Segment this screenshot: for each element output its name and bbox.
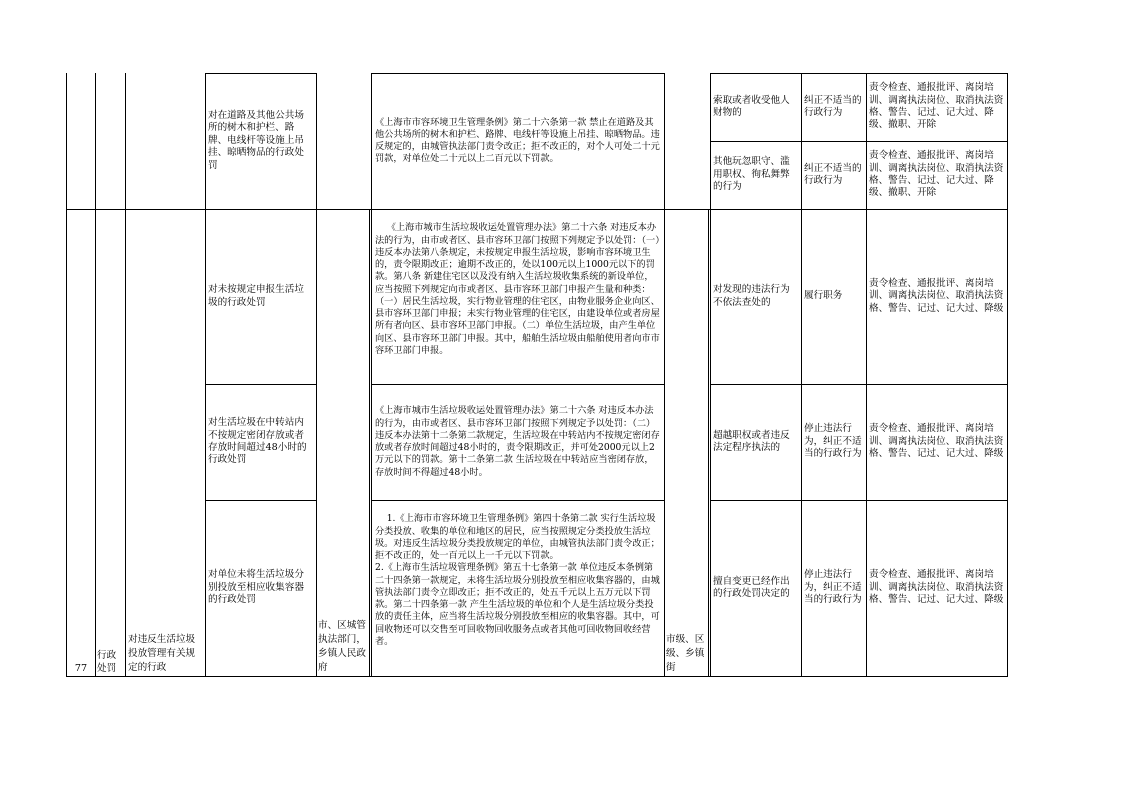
- row-number: 77: [74, 662, 88, 674]
- penalty-cell: [869, 501, 1005, 675]
- situation-text: 超越职权或者违反法定程序执法的: [713, 429, 790, 453]
- penalty-text: 责令检查、通报批评、离岗培训、调离执法岗位、取消执法资格、警告、记过、记大过、降级: [869, 277, 1004, 314]
- item-text: 对未按规定申报生活垃圾的行政处罚: [208, 284, 304, 308]
- rule: [369, 209, 370, 677]
- category-text: 行政处罚: [97, 650, 117, 674]
- basis-cell: [375, 74, 661, 208]
- handling-text: 停止违法行为，纠正不适当的行政行为: [804, 423, 862, 460]
- rule: [664, 73, 665, 677]
- situation-text: 其他玩忽职守、滥用职权、徇私舞弊的行为: [713, 156, 790, 193]
- rule: [66, 676, 1008, 677]
- penalty-cell: [869, 210, 1005, 383]
- handling-text: 纠正不适当的行政行为: [804, 94, 862, 118]
- basis-cell: [375, 210, 661, 383]
- handling-cell: [804, 385, 864, 499]
- name-cell: [128, 210, 203, 675]
- level-text: 市级、区级、乡镇街: [666, 634, 705, 673]
- penalty-cell: [869, 385, 1005, 499]
- level-cell: [666, 210, 707, 675]
- penalty-text: 责令检查、通报批评、离岗培训、调离执法岗位、取消执法资格、警告、记过、记大过、降级: [869, 569, 1004, 606]
- situation-cell: [713, 142, 798, 208]
- handling-cell: [804, 142, 864, 208]
- situation-cell: [713, 501, 798, 675]
- handling-text: 纠正不适当的行政行为: [804, 162, 862, 186]
- handling-text: 停止违法行为，纠正不适当的行政行为: [804, 569, 862, 606]
- penalty-text: 责令检查、通报批评、离岗培训、调离执法岗位、取消执法资格、警告、记过、记大过、降级、撤职、开除: [869, 82, 1004, 131]
- basis-cell: [375, 501, 661, 675]
- item-cell: [208, 74, 313, 208]
- situation-cell: [713, 385, 798, 499]
- rule: [205, 73, 206, 677]
- handling-text: 履行职务: [804, 290, 843, 302]
- penalty-cell: [869, 142, 1005, 208]
- basis-text: 1.《上海市市容环境卫生管理条例》第四十条第二款 实行生活垃圾分类投放、收集的单位和地区的居民，应当按照规定分类投放生活垃圾。对违反生活垃圾分类投放规定的单位，由城管执法部门责令改正；拒不改正的，处一百元以上一千元以下罚款。 2.《上海市生活垃圾管理条例》第五十七条第一款 单位违反本条例第二十四条第一款规定，未将生活垃圾分别投放至相应收集容器的，由城管执法部门责令立即改正；拒不改正的，处五千元以上五万元以下罚款。第二十四条第一款 产生生活垃圾的单位和个人是生活垃圾分类投放的责任主体，应当将生活垃圾分别投放至相应的收集容器。其中，可回收物还可以交售至可回收物回收服务点或者其他可回收物回收经营者。: [375, 513, 660, 647]
- rule: [316, 73, 317, 677]
- situation-text: 对发现的违法行为不依法查处的: [713, 284, 790, 308]
- category-cell: [97, 210, 124, 675]
- handling-cell: [804, 210, 864, 383]
- item-cell: [208, 501, 313, 675]
- situation-cell: [713, 74, 798, 140]
- item-text: 对单位未将生活垃圾分别投放至相应收集容器的行政处罚: [208, 569, 304, 606]
- rule: [708, 209, 709, 677]
- item-cell: [208, 385, 313, 499]
- penalty-text: 责令检查、通报批评、离岗培训、调离执法岗位、取消执法资格、警告、记过、记大过、降级: [869, 423, 1004, 460]
- item-text: 对在道路及其他公共场所的树木和护栏、路牌、电线杆等设施上吊挂、晾晒物品的行政处罚: [208, 109, 304, 171]
- item-cell: [208, 210, 313, 383]
- rule: [371, 73, 372, 677]
- rule: [801, 73, 802, 677]
- rule: [95, 73, 96, 677]
- penalty-text: 责令检查、通报批评、离岗培训、调离执法岗位、取消执法资格、警告、记过、记大过、降级、撤职、开除: [869, 150, 1004, 199]
- rule: [1007, 73, 1008, 677]
- basis-text: 《上海市城市生活垃圾收运处置管理办法》第二十六条 对违反本办法的行为，由市或者区、县市容环卫部门按照下列规定予以处罚：（一）违反本办法第八条规定，未按规定申报生活垃圾，影响市容环境卫生的，责令限期改正；逾期不改正的，处以100元以上1000元以下的罚款。第八条 新建住宅区以及没有纳入生活垃圾收集系统的新设单位，应当按照下列规定向市或者区、县市容环卫部门申报产生量和种类：（一）居民生活垃圾，实行物业管理的住宅区，由物业服务企业向区、县市容环卫部门申报；未实行物业管理的住宅区，由建设单位或者房屋所有者向区、县市容环卫部门申报。（二）单位生活垃圾，由产生单位向区、县市容环卫部门申报。其中，船舶生活垃圾由船舶使用者向市市容环卫部门申报。: [375, 222, 660, 356]
- penalty-cell: [869, 74, 1005, 140]
- situation-text: 擅自变更已经作出的行政处罚决定的: [713, 575, 790, 599]
- item-text: 对生活垃圾在中转站内不按规定密闭存放或者存放时间超过48小时的行政处罚: [208, 417, 307, 466]
- rule: [66, 73, 67, 677]
- rule: [125, 73, 126, 677]
- situation-text: 索取或者收受他人财物的: [713, 94, 790, 118]
- situation-cell: [713, 210, 798, 383]
- row-number-cell: [68, 210, 94, 675]
- rule: [866, 73, 867, 677]
- basis-text: 《上海市城市生活垃圾收运处置管理办法》第二十六条 对违反本办法的行为，由市或者区、县市容环卫部门按照下列规定予以处罚：（二）违反本办法第十二条第二款规定，生活垃圾在中转站内不按规定密闭存放或者存放时间超过48小时的，责令限期改正，并可处2000元以上2万元以下的罚款。第十二条第二款 生活垃圾在中转站应当密闭存放，存放时间不得超过48小时。: [375, 405, 660, 478]
- dept-cell: [318, 210, 368, 675]
- name-text: 对违反生活垃圾投放管理有关规定的行政: [128, 634, 196, 673]
- dept-text: 市、区城管执法部门，乡镇人民政府: [318, 620, 366, 673]
- basis-cell: [375, 385, 661, 499]
- handling-cell: [804, 501, 864, 675]
- basis-text: 《上海市市容环境卫生管理条例》第二十六条第一款 禁止在道路及其他公共场所的树木和护栏、路牌、电线杆等设施上吊挂、晾晒物品。违反规定的，由城管执法部门责令改正；拒不改正的，对个人可处二十元罚款，对单位处二十元以上二百元以下罚款。: [375, 116, 660, 165]
- rule: [710, 73, 711, 677]
- handling-cell: [804, 74, 864, 140]
